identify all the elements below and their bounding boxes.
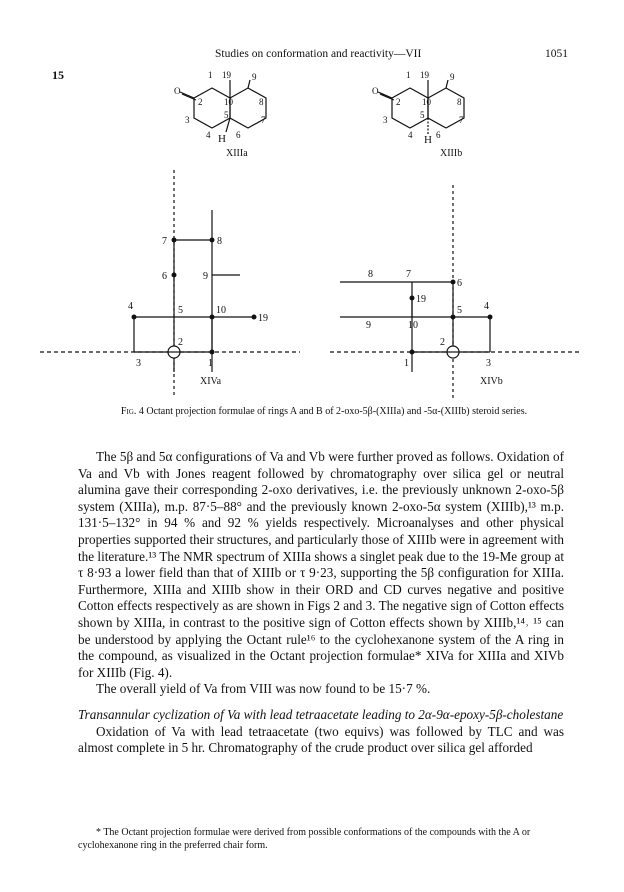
body-text [78,449,564,757]
margin-mark: 15 [52,68,64,82]
footnote-text: * The Octant projection formulae were derived from possible conformations of the compounds with the A or cyclohexanone ring in the preferred chair form. [78,827,531,851]
octant-number: 1 [208,358,213,369]
octant-number: 8 [368,269,373,280]
atom-label: 3 [383,115,388,125]
structure-label-xiiib: XIIIb [440,148,463,159]
atom-label: 3 [185,115,190,125]
atom-label: O [174,86,181,96]
atom-label: 9 [252,72,257,82]
octant-number: 2 [440,337,445,348]
atom-label: H [218,133,226,145]
octant-number: 7 [406,269,411,280]
octant-number: 3 [486,358,491,369]
atom-label: 8 [259,97,264,107]
octant-number: 2 [178,337,183,348]
octant-number: 19 [258,313,268,324]
structure-xiiib [378,80,464,134]
atom-label: 19 [420,70,429,80]
atom-label: 8 [457,97,462,107]
octant-number: 6 [457,278,462,289]
structure-label-xiiia: XIIIa [226,148,248,159]
page-number: 1051 [545,48,568,60]
octant-xiva [40,170,300,398]
atom-label: 1 [208,70,213,80]
caption-prefix: Fig. 4 [120,406,144,417]
atom-label: 6 [236,130,241,140]
atom-label: 4 [408,130,413,140]
octant-number: 10 [408,320,418,331]
octant-label-xivb: XIVb [480,376,503,387]
paragraph: The 5β and 5α configurations of Va and Vb were further proved as follows. Oxidation of Va and Vb with Jones reagent followed by chromatography over silica gel or neutral alumina gave their corresponding 2-oxo derivatives, i.e. the previously unknown 2-oxo-5β system (XIIIa), m.p. 87·5–88° and the previously known 2-oxo-5α system (XIIIb),¹³ m.p. 131·5–132° in 94 % and 92 % yields respectively. Microanalyses and other physical properties supported their structures, and particularly those of XIIIb were in agreement with the literature.¹³ The NMR spectrum of XIIIa shows a singlet peak due to the 19-Me group at τ 8·93 a lower field than that of XIIIb or τ 9·23, supporting the 5β configuration for XIIIa. Furthermore, XIIIa and XIIIb show in their ORD and CD curves negative and positive Cotton effects respectively as are shown in Figs 2 and 3. The negative sign of Cotton effects shown by XIIIa, in contrast to the positive sign of Cotton effects shown by XIIIb,¹⁴˒ ¹⁵ can be understood by applying the Octant rule¹⁶ to the cyclohexanone system of the A ring in the compound, as visualized in the Octant projection formulae* XIVa for XIIIa and XIVb for XIIIb (Fig. 4). [78,449,564,680]
paragraph: The overall yield of Va from VIII was now found to be 15·7 %. [96,681,431,697]
octant-xivb [330,185,580,398]
octant-number: 9 [366,320,371,331]
structure-xiiia [180,80,266,132]
octant-number: 4 [128,301,133,312]
octant-number: 19 [416,294,426,305]
octant-number: 9 [203,271,208,282]
octant-number: 5 [457,305,462,316]
footnote [78,826,564,852]
atom-label: 10 [422,97,431,107]
octant-number: 4 [484,301,489,312]
atom-label: 5 [420,110,425,120]
figure-4 [0,60,624,400]
atom-label: 7 [261,115,266,125]
atom-label: 5 [224,110,229,120]
atom-label: H [424,134,432,146]
octant-label-xiva: XIVa [200,376,222,387]
octant-number: 3 [136,358,141,369]
figure-caption [100,405,548,418]
running-title: Studies on conformation and reactivity—VII [215,48,422,60]
atom-label: 6 [436,130,441,140]
section-heading: Transannular cyclization of Va with lead tetraacetate leading to 2α-9α-epoxy-5β-cholestane [78,706,564,722]
octant-number: 7 [162,236,167,247]
atom-label: 2 [396,97,401,107]
atom-label: 4 [206,130,211,140]
atom-label: O [372,86,379,96]
atom-label: 2 [198,97,203,107]
atom-label: 7 [459,115,464,125]
octant-number: 8 [217,236,222,247]
octant-number: 6 [162,271,167,282]
atom-label: 1 [406,70,411,80]
paragraph: Oxidation of Va with lead tetraacetate (two equivs) was followed by TLC and was almost complete in 5 hr. Chromatography of the crude product over silica gel afforded [78,723,564,756]
atom-label: 19 [222,70,231,80]
atom-label: 10 [224,97,233,107]
caption-text: Octant projection formulae of rings A and B of 2-oxo-5β-(XIIIa) and -5α-(XIIIb) steroid series. [146,406,528,417]
octant-number: 1 [404,358,409,369]
atom-label: 9 [450,72,455,82]
octant-number: 5 [178,305,183,316]
octant-number: 10 [216,305,226,316]
